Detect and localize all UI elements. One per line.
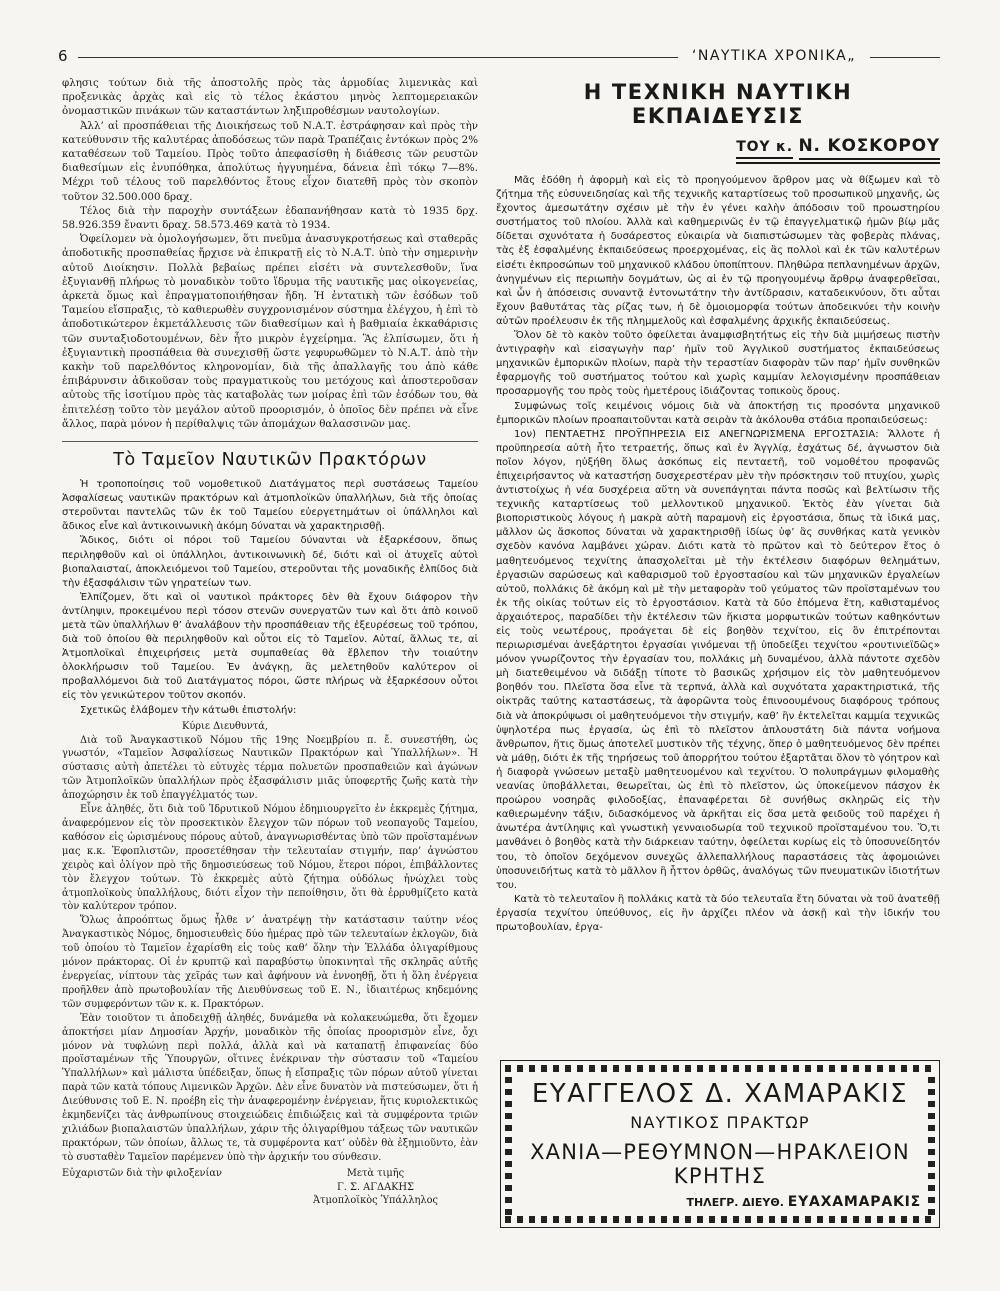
continued-paragraph: φλησις τούτων διὰ τῆς ἀποστολῆς πρὸς τὰς ἁρμοδίας λιμενικὰς καὶ προξενικὰς ἀρχὰς καὶ εἰς τὸ τέλος ἑκάστου μηνὸς λεπτομερειακῶν ὀνομαστικῶν πινάκων τῶν καταστάντων ληξιπροθέσμων ναυτολογίων.	[62, 77, 478, 118]
continued-paragraph: Τέλος διὰ τὴν παροχὴν συντάξεων ἐδαπανήθησαν κατὰ τὸ 1935 δρχ. 58.926.359 ἔναντι δραχ. 58.573.469 κατὰ τὸ 1934.	[62, 204, 478, 232]
ad-role: ΝΑΥΤΙΚΟΣ ΠΡΑΚΤΩΡ	[630, 1113, 810, 1132]
section-paragraph: Σχετικῶς ἐλάβομεν τὴν κάτωθι ἐπιστολήν:	[80, 704, 297, 716]
signature-role: Ἀτμοπλοϊκὸς Ὑπάλληλος	[312, 1195, 438, 1207]
page-header	[58, 44, 940, 68]
byline-name: Ν. ΚΟΣΚΟΡΟΥ	[799, 136, 941, 160]
article-title: Η ΤΕΧΝΙΚΗ ΝΑΥΤΙΚΗ ΕΚΠΑΙΔΕΥΣΙΣ	[583, 80, 853, 128]
letter-paragraph: Διὰ τοῦ Ἀναγκαστικοῦ Νόμου τῆς 19ης Νοεμβρίου π. ἔ. συνεστήθη, ὡς γνωστόν, «Ταμεῖον Ἀσφαλίσεως Ναυτικῶν Πρακτόρων καὶ Ὑπαλλήλων». Ἡ σύστασις αὐτὴ ἀπετέλει τὸ εὐτυχὲς τέρμα πολυετῶν προσπαθειῶν καὶ ἀγώνων τῶν Ἀτμοπλοϊκῶν ὑπαλλήλων πρὸς ἐξασφάλισιν μιᾶς ὑποφερτῆς ζωῆς κατὰ τὴν ἀποχώρησιν ἐκ τοῦ ἐπαγγέλματός των.	[62, 734, 478, 802]
ad-telegraph-value: ΕΥΑΧΑΜΑΡΑΚΙΣ	[787, 1194, 921, 1210]
ad-telegraph-label: ΤΗΛΕΓΡ. ΔΙΕΥΘ.	[686, 1196, 784, 1209]
signature-name: Γ. Σ. ΑΓΔΑΚΗΣ	[336, 1181, 414, 1193]
continued-paragraph: Ἀλλ’ αἱ προσπάθειαι τῆς Διοικήσεως τοῦ Ν.Α.Τ. ἐστράφησαν καὶ πρὸς τὴν κατεύθυνσιν τῆς καλυτέρας ἀποδόσεως τῶν παρὰ Τραπέζαις ἐντόκων πρὸς 2% καταθέσεων τοῦ Ταμείου. Πρὸς τοῦτο ἀπεφασίσθη ἡ διάθεσις τῶν ρευστῶν διαθεσίμων εἰς ἐνυπόθηκα, ἀπολύτως ἠγγυημένα, δάνεια ἐπὶ τόκῳ 7—8%. Μέχρι τοῦ τέλους τοῦ παρελθόντος ἔτους εἶχον διατεθῆ πρὸς τὸν σκοπὸν τοῦτον 32.500.000 δραχ.	[62, 119, 478, 203]
advertisement-box	[500, 1060, 940, 1228]
letter-close: Εὐχαριστῶν διὰ τὴν φιλοξενίαν	[62, 1167, 222, 1179]
header-rule-left	[78, 57, 678, 58]
section-title: Τὸ Ταμεῖον Ναυτικῶν Πρακτόρων	[62, 441, 478, 470]
ad-name: ΕΥΑΓΓΕΛΟΣ Δ. ΧΑΜΑΡΑΚΙΣ	[531, 1079, 909, 1109]
article-paragraph: Ὅλον δὲ τὸ κακὸν τοῦτο ὀφείλεται ἀναμφισβητήτως εἰς τὴν διὰ μιμήσεως πιστὴν ἀντιγραφὴν καὶ εἰσαγωγὴν παρ’ ἡμῖν τοῦ Ἀγγλικοῦ συστήματος ἐκπαιδεύσεως μηχανικῶν ἐμπορικῶν πλοίων, παρὰ τὴν τεραστίαν διαφορὰν τῶν παρ’ ἡμῖν συνθηκῶν ἐφαρμογῆς τοῦ συστήματος τούτου καὶ χωρὶς καμμίαν λελογισμένην προσπάθειαν προσαρμογῆς του πρὸς τοὺς ἡμετέρους ἰδιάζοντας τοπικοὺς ὅρους.	[496, 330, 940, 398]
letter-paragraph: Εἶνε ἀληθές, ὅτι διὰ τοῦ Ἱδρυτικοῦ Νόμου ἐδημιουργεῖτο ἐν ἐκκρεμὲς ζήτημα, ἀναφερόμενον εἰς τὸν προσεκτικὸν ἔλεγχον τῶν πόρων τοῦ νεοπαγοῦς Ταμείου, καθόσον εἰς ὡρισμένους πόρους αὐτοῦ, ἀναγνωρισθέντας ὑπὸ τῶν προϊσταμένων μας κ.κ. Ἐφοπλιστῶν, προσετέθησαν τὴν τελευταίαν στιγμήν, παρ’ ἀγνώστου χειρὸς καὶ ὀλίγον πρὸ τῆς δημοσιεύσεως τοῦ Νόμου, ἕτεροι πόροι, ἐπιβάλλοντες τὸν ἔλεγχον τούτων. Τὸ ἐκκρεμὲς αὐτὸ ζήτημα οὐδόλως ἠνώχλει τοὺς ἀτμοπλοϊκοὺς ὑπαλλήλους, διότι εἶχον τὴν πεποίθησιν, ὅτι θὰ ἐρρυθμίζετο κατὰ τὸν καλύτερον τρόπον.	[62, 804, 478, 913]
ad-content	[519, 1077, 921, 1211]
ad-region: ΚΡΗΤΗΣ	[673, 1164, 767, 1188]
section-paragraph: Ἡ τροποποίησις τοῦ νομοθετικοῦ Διατάγματος περὶ συστάσεως Ταμείου Ἀσφαλίσεως ναυτικῶν πρακτόρων καὶ ἀτμοπλοϊκῶν ὑπαλλήλων, διὰ τῆς ὁποίας στεροῦνται παντελῶς τῶν ἐκ τοῦ Ταμείου εὐεργετημάτων οἱ ὑπάλληλοι καὶ ἄδικος εἶνε καὶ ἀντικοινωνικὴ ἀκόμη δύναται νὰ χαρακτηρισθῇ.	[62, 479, 478, 533]
section-paragraph: Ἐλπίζομεν, ὅτι καὶ οἱ ναυτικοὶ πράκτορες δὲν θὰ ἔχουν διάφορον τὴν ἀντίληψιν, προκειμένου περὶ τόσον στενῶν συνεργατῶν των καὶ ὅτι ἀπὸ κοινοῦ μετὰ τῶν ὑπαλλήλων θ’ ἀναλάβουν τὴν προσπάθειαν τῆς ἐξευρέσεως τοῦ τρόπου, διὰ τοῦ ὁποίου θὰ περιληφθοῦν καὶ οὗτοι εἰς τὸ Ταμεῖον. Αὐταί, ἄλλως τε, αἱ Ἀτμοπλοϊκαὶ ἐπιχειρήσεις μετὰ συμπαθείας θὰ ἔβλεπον τὴν τοιαύτην ὁλοκλήρωσιν τοῦ Ταμείου. Ἐν ἀνάγκῃ, ἂς μελετηθοῦν καλύτερον οἱ προβαλλόμενοι διὰ τοῦ Διατάγματος πόροι, ὥστε πλήρως νὰ ἐξαρκέσουν οὗτοι εἰς τὸν γενικώτερον τοῦτον σκοπόν.	[62, 591, 478, 702]
letter-signature	[62, 1167, 478, 1209]
byline	[496, 136, 940, 164]
running-title: ‘ΝΑΥΤΙΚΑ ΧΡΟΝΙΚΑ„	[691, 48, 856, 64]
page-number: 6	[58, 47, 68, 65]
letter-paragraph: Ὅλως ἀπροόπτως ὅμως ἦλθε ν’ ἀνατρέψῃ τὴν κατάστασιν ταύτην νέος Ἀναγκαστικὸς Νόμος, δημοσιευθεὶς δύο ἡμέρας πρὸ τῶν τελευταίων ἐκλογῶν, διὰ τοῦ ὁποίου τὸ Ταμεῖον ἐχαρίσθη εἰς τοὺς καθ’ ὅλην τὴν Ἑλλάδα ὀλιγαρίθμους μόνον πράκτορας. Οἱ ἐν κρυπτῷ καὶ παραβύστῳ ὑποκινηταὶ τῆς σκληρᾶς αὐτῆς ἐνεργείας, νίπτουν τὰς χεῖράς των καὶ ἀφήνουν νὰ ἐννοηθῇ, ὅτι ἡ ὅλη ἐνέργεια προῆλθεν ἀπὸ πρωτοβουλίαν τῆς Διευθύνσεως τοῦ Ε. Ν., ἰδιαιτέρως κηδεμόνης τῶν συμφερόντων τῶν κ. κ. Πρακτόρων.	[62, 915, 478, 1010]
letter-salutation: Κύριε Διευθυντά,	[182, 720, 268, 732]
article-paragraph: Κατὰ τὸ τελευταῖον ἢ πολλάκις κατὰ τὰ δύο τελευταῖα ἔτη δύναται νὰ τοῦ ἀνατεθῇ ἐργασία τεχνίτου ὑπεύθυνος, εἰς ἣν ἀρχίζει πλέον νὰ ἀσκῇ καὶ τὴν ἰδικήν του πρωτοβουλίαν, ἐργα-	[496, 893, 940, 933]
signature-respect: Μετὰ τιμῆς	[346, 1167, 405, 1179]
letter-paragraph: Ἐὰν τοιοῦτον τι ἀποδειχθῇ ἀληθές, δυνάμεθα νὰ κολακευώμεθα, ὅτι ἔχομεν ἀποκτήσει μίαν Δημοσίαν Ἀρχήν, μοναδικὸν τῆς ὁποίας προορισμὸν εἶνε, ὄχι μόνον νὰ τυφλώνῃ περὶ πολλά, ἀλλὰ καὶ νὰ καταπατῇ ἐπιφανείας δύο προϊσταμένων τῆς Ὑπουργῶν, οἵτινες ἐνέκριναν τὴν σύστασιν τοῦ «Ταμείου Ὑπαλλήλων» καὶ μάλιστα ὑπέδειξαν, ὅπως ἡ εἴσπραξις τῶν πόρων αὐτοῦ γίνεται παρὰ τῶν κατὰ τόπους Λιμενικῶν Ἀρχῶν. Δὲν εἶνε δυνατὸν νὰ πιστεύσωμεν, ὅτι ἡ Διεύθυνσις τοῦ Ε. Ν. προέβη εἰς τὴν ἀναφερομένην ἐνέργειαν, ἥτις κυριολεκτικῶς ἐκμηδενίζει τὰς ἀνθρωπίνους στοιχειώδεις ἐπιδιώξεις καὶ τὰ συμφέροντα τριῶν χιλιάδων βιοπαλαιστῶν ὑπαλλήλων, χάριν τῆς ὀλιγαρίθμου τάξεως τῶν ναυτικῶν πρακτόρων, τῶν ὁποίων, ἄλλως τε, τὰ συμφέροντα κατ’ οὐδὲν θὰ ἐξημιοῦντο, ἐὰν τὸ συσταθὲν Ταμεῖον παρέμενεν ὑπὸ τὴν ἀρχικήν του σύνθεσιν.	[62, 1012, 478, 1163]
article-paragraph: 1ον) ΠΕΝΤΑΕΤΗΣ ΠΡΟΫΠΗΡΕΣΙΑ ΕΙΣ ΑΝΕΓΝΩΡΙΣΜΕΝΑ ΕΡΓΟΣΤΑΣΙΑ: Ἄλλοτε ἡ προϋπηρεσία αὐτὴ ἦτο τετραετής, ὅπως καὶ ἐν Ἀγγλίᾳ, ἐσχάτως δέ, ἀγνωστον διὰ ποῖον λόγον, ηὐξήθη ὅλως ἀσκόπως εἰς πενταετῆ, τοῦ νομοθέτου προφανῶς ἐπιχειρήσαντος νὰ καταστήσῃ δυσχερεστέραν μὲν τὴν πρόσκτησιν τοῦ πτυχίου, χωρὶς ἀντιστοίχως ἡ νέα δυσχέρεια αὕτη νὰ συνεπάγηται πάντα ποσῶς καὶ βελτίωσιν τῆς τεχνικῆς καταρτίσεως τοῦ μελλοντικοῦ μηχανικοῦ. Ἐκτὸς ἐὰν γίνεται διὰ βιοποριστικοὺς λόγους ἡ μακρὰ αὐτὴ παραμονὴ εἰς ἐργοστάσια, ὅπως τὰ ἰδικά μας, μᾶλλον ὡς ἄσκοπος δύναται νὰ χαρακτηρισθῇ ἰδίως ὑφ’ ἃς συνθήκας κατὰ γενικὸν σχεδὸν κανόνα λαμβάνει χώραν. Διότι κατὰ τὸ πρῶτον καὶ τὸ δεύτερον ἔτος ὁ μαθητευόμενος τεχνίτης ἀπασχολεῖται μὲ τὴν ἐκτέλεσιν διαφόρων θελημάτων, ἐργασιῶν σαρώσεως καὶ καθαρισμοῦ τοῦ ἐργοστασίου καὶ τῶν μηχανικῶν ἐργαλείων αὐτοῦ, πολλάκις δὲ ἀκόμη καὶ μὲ τὴν μεταφορὰν τοῦ γεύματος τῶν προϊσταμένων του ἐκ τῆς οἰκίας τούτων εἰς τὸ ἐργοστάσιον. Κατὰ τὰ δύο ἑπόμενα ἔτη, καθισταμένος ἀρχαιότερος, παραδίδει τὴν ἐκτέλεσιν τῶν ἥκιστα μορφωτικῶν τούτων καθηκόντων εἰς τοὺς νεωτέρους, προάγεται δὲ εἰς βοηθὸν τεχνίτου, εἰς ὃν ἐπιτρέπονται περιωρισμέναι ἀνεξάρτητοι ἐργασίαι γινόμεναι τῇ ὑποδείξει τεχνίτου «ρουτινιεϊδῶς» μόνον γνωρίζοντος τὴν ἐργασίαν του, πολλάκις μὴ δυναμένου, ἀλλὰ πάντοτε σχεδὸν μὴ διατεθειμένου νὰ διδάξῃ τίποτε τὸ βασικῶς χρήσιμον εἰς τὸν μαθητευόμενον βοηθόν του. Πλεῖστα ὅσα εἶνε τὰ τερπνά, ἀλλὰ καὶ συχνότατα χαρακτηριστικά, τῆς οἰκτρᾶς ταύτης καταστάσεως, τὰ ἀφορῶντα τοὺς ἐπινοουμένους διαφόρους τρόπους διὰ νὰ ἀποκρύψωσι οἱ μαθητευόμενοι τὴν στιγμήν, καθ’ ἣν ἐκτελεῖται καμμία τεχνικῶς ὑψηλοτέρα πως ἐργασία, ὡς ἐπὶ τὸ πλεῖστον ἁπλουστάτη διὰ πάντα νοήμονα ἄνθρωπον, ἥτις ὅμως ἀποτελεῖ μυστικὸν τῆς τέχνης, ὅπερ ὁ μαθητευόμενος δὲν πρέπει νὰ μάθῃ, διότι ἐκ τῆς τηρήσεως τοῦ ἀπορρήτου τούτου ἐξαρτᾶται ὅλον τὸ γόητρον καὶ ἡ διαφορὰ γνώσεων μεταξὺ μαθητευομένου καὶ τεχνίτου. Ὁ πολυπράγμων φιλομαθὴς νεανίας ὑποβάλλεται, θεωρεῖται, ὡς ἐπὶ τὸ πλεῖστον, ὡς ὑποκείμενον πάσχον ἐκ προώρου νοσηρᾶς φιλοδοξίας, ἐπαναφέρεται δὲ συνήθως σκληρῶς εἰς τὴν καθιερωμένην τάξιν, διδασκόμενος νὰ ἀρκῆται εἰς ὅσα μετὰ φειδοῦς τοῦ παρέχει ἡ ἀνωτέρα ἀντίληψις καὶ γνωστικὴ γενναιοδωρία τοῦ τεχνικοῦ προϊσταμένου του. Ὅ,τι μανθάνει ὁ βοηθὸς κατὰ τὴν διάρκειαν ταύτην, ὀφείλεται κυρίως εἰς τὸ ὑποσυνείδητόν του, τὸ ὁποῖον δεχόμενον συνεχῶς ἀλλεπαλλήλους παραστάσεις τὰς ἀφομοιώνει ὑποσυνειδήτως κατὰ τὸ μᾶλλον ἢ ἧττον ὀρθῶς, ἀναλόγως τῶν πνευματικῶν ἰδιοτήτων του.	[496, 428, 940, 891]
left-column	[62, 76, 478, 1226]
article-paragraph: Συμφώνως τοῖς κειμένοις νόμοις διὰ νὰ ἀποκτήσῃ τις προσόντα μηχανικοῦ ἐμπορικῶν πλοίων προαπαιτοῦνται κατὰ σειρὰν τὰ ἀκόλουθα στάδια προπαιδεύσεως:	[496, 400, 940, 426]
section-paragraph: Ἄδικος, διότι οἱ πόροι τοῦ Ταμείου δύνανται νὰ ἐξαρκέσουν, ὅπως περιληφθοῦν καὶ οἱ ὑπάλληλοι, ἀντικοινωνικὴ δέ, διότι καὶ οἱ ἀτυχεῖς αὐτοὶ βιοπαλαισταί, ἀποκλειόμενοι τοῦ Ταμείου, στεροῦνται τῆς μοναδικῆς ἐλπίδος διὰ τὴν ἐξασφάλισιν τῶν γηρατείων των.	[62, 535, 478, 589]
ad-cities: ΧΑΝΙΑ—ΡΕΘΥΜΝΟΝ—ΗΡΑΚΛΕΙΟΝ	[530, 1140, 910, 1164]
byline-prefix: ΤΟΥ κ.	[736, 139, 793, 159]
article-paragraph: Μᾶς ἐδόθη ἡ ἀφορμὴ καὶ εἰς τὸ προηγούμενον ἄρθρον μας νὰ θίξωμεν καὶ τὸ ζήτημα τῆς εὐσυνειδησίας καὶ τῆς τεχνικῆς καταρτίσεως τοῦ προσωπικοῦ μηχανῆς, ὡς ἔχοντος ἀμεσωτάτην σχέσιν μὲ τὴν ἐν γένει καλὴν ἀπόδοσιν τοῦ προωστηρίου συστήματος τοῦ πλοίου. Ἀλλὰ καὶ καθημερινῶς ἐν τῷ ἐπαγγελματικῷ ἡμῶν βίῳ μᾶς δίδεται σχυνότατα ἡ δυσάρεστος εὐκαιρία νὰ διαπιστώσωμεν τὰς φοβερὰς πλάνας, τὰς ἐξ ἐσφαλμένης ἐκπαιδεύσεως προερχομένας, εἰς ἃς πολλοὶ καὶ ἐκ τῶν καλυτέρων εἰσέτι ἐκπροσώπων τοῦ μηχανικοῦ κλάδου ὑποπίπτουν. Πληθώρα πεπλανημένων ἀρχῶν, ἀνηγμένων εἰς περιωπὴν δογμάτων, ὡς αἱ ἐν τῷ προηγουμένῳ ἄρθρῳ ἀναφερθεῖσαι, καὶ ὧν ἡ ἀπόσεισις συναντᾷ ἐντονωτάτην τὴν ἀντίδρασιν, καταδεικνύουν, ὅτι αὗται ἔχουν βαθυτάτας τὰς ρίζας των, ἡ δὲ ὁμοιομορφία τούτων ἀποδεικνύει τὴν κοινὴν αὐτῶν προέλευσιν ἐκ τῆς πλημμελοῦς καὶ ἐσφαλμένης ἀρχικῆς ἐκπαιδεύσεως.	[496, 175, 940, 327]
header-rule-right	[870, 57, 940, 58]
continued-paragraph: Ὀφείλομεν νὰ ὁμολογήσωμεν, ὅτι πνεῦμα ἀνασυγκροτήσεως καὶ σταθερᾶς ἀποδοτικῆς προσπαθείας ἤρχισε νὰ ἐπικρατῇ εἰς τὸ Ν.Α.Τ. ὑπὸ τὴν σημερινὴν αὐτοῦ Διοίκησιν. Πολλὰ βεβαίως πρέπει εἰσέτι νὰ συντελεσθοῦν, ἵνα ἐξυγιανθῇ πλήρως τὸ μοναδικὸν τοῦτο ἵδρυμα τῆς ναυτικῆς μας οἰκογενείας, ἀρκετὰ ὅμως καὶ ἐπραγματοποιήθησαν ἤδη. Ἡ ἐντατικὴ τῶν ἐσόδων τοῦ Ταμείου εἴσπραξις, τὸ καθιερωθὲν συγχρονισμένον σύστημα ἐλέγχου, ἡ ἐπὶ τὸ ἀποδοτικώτερον ἐκμετάλλευσις τῶν διαθεσίμων καὶ ἡ βαθμιαία ἐκκαθάρισις τῶν συνταξιοδοτουμένων, δὲν ἦτο μικρὸν ἐγχείρημα. Ἂς ἐλπίσωμεν, ὅτι ἡ ἐξυγιαντικὴ προσπάθεια θὰ συνεχισθῇ ὥστε γεφυρωθῶμεν τὸ Ν.Α.Τ. ἀπὸ τὴν κακὴν τοῦ παρελθόντος κληρονομίαν, διὰ τῆς ἀπαλλαγῆς του ἀπὸ κάθε ἐπιβάρυνσιν ἀδικοῦσαν τοὺς πραγματικοὺς του μετόχους καὶ ἀποστεροῦσαν αὐτοὺς τῆς ἰσοτίμου πρὸς τὰς καταβολὰς των μοίρας ἐπὶ τῶν ἐσόδων του, θὰ ἐπιτελέσῃ τοῦτο τὸν μεγάλον αὐτοῦ προορισμόν, ὁ ὁποῖος δὲν πρέπει νὰ εἶνε ἄλλος, παρὰ μόνον ἡ περίθαλψις τῶν ἀπομάχων θαλασσινῶν μας.	[62, 233, 478, 430]
signature-block	[313, 1167, 478, 1209]
ad-telegraph	[686, 1194, 921, 1210]
